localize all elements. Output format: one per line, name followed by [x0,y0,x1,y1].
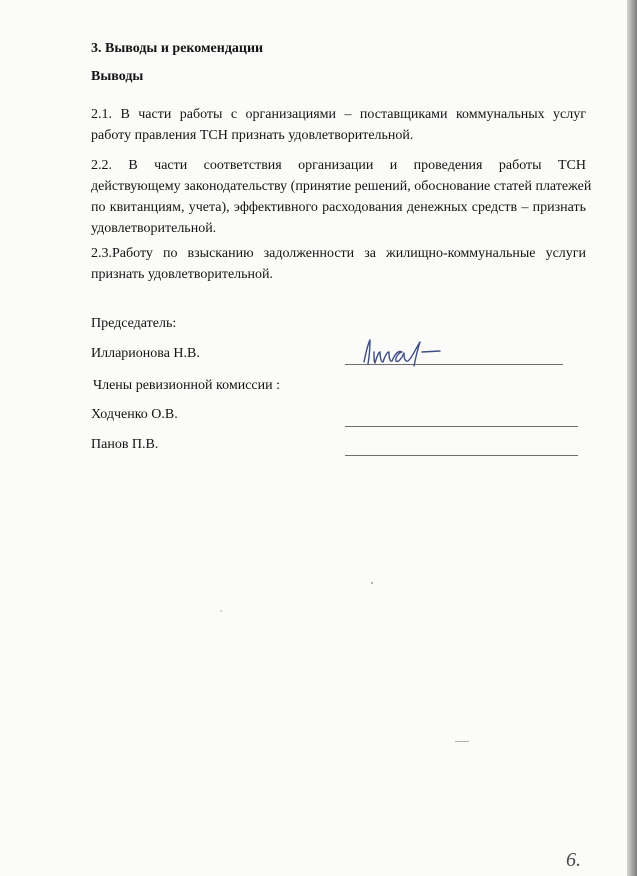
member-name: Ходченко О.В. [91,407,178,422]
paragraph-2-2 [91,155,592,239]
paragraph-line: 2.3.Работу по взысканию задолженности за жилищно-коммунальные услуги [91,246,586,261]
paragraph-line: 2.1. В части работы с организациями – поставщиками коммунальных услуг [91,107,586,122]
paragraph-2-1 [91,104,586,146]
member-signature-line [345,455,578,456]
paragraph-line: признать удовлетворительной. [91,267,274,282]
scan-speck [455,741,469,742]
members-label: Члены ревизионной комиссии : [93,378,280,393]
member-signature-line [345,426,578,427]
paragraph-line: удовлетворительной. [91,221,217,236]
paragraph-line: работу правления ТСН признать удовлетворительной. [91,128,414,143]
paragraph-line: действующему законодательству (принятие решений, обоснование статей платежей [91,179,592,194]
chairman-label: Председатель: [91,316,177,331]
paragraph-line: по квитанциям, учета), эффективного расходования денежных средств – признать [91,200,586,215]
conclusions-heading: Выводы [91,69,144,84]
paragraph-2-3 [91,243,586,285]
member-name: Панов П.В. [91,437,159,452]
scan-speck [220,610,222,612]
page-number: 6. [566,849,581,871]
paragraph-line: 2.2. В части соответствия организации и проведения работы ТСН [91,158,586,173]
chairman-name: Илларионова Н.В. [91,346,200,361]
handwritten-signature [358,332,458,372]
scan-speck [371,582,373,584]
scan-edge [627,0,637,876]
section-title: 3. Выводы и рекомендации [91,41,264,56]
